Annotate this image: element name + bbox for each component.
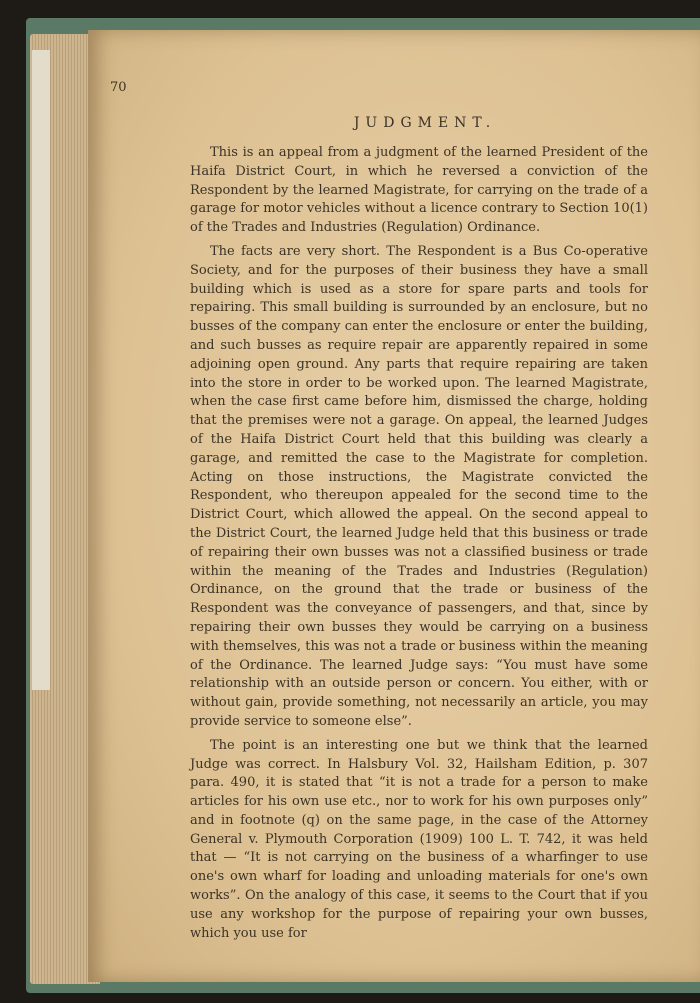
page-number: 70 — [110, 80, 127, 95]
body-text — [190, 144, 648, 948]
paragraph-2: The facts are very short. The Respondent is a Bus Co-operative Society, and for the purposes of their business they have a small building which is used as a store for spare parts and tools for repairing. This small building is surrounded by an enclosure, but no busses of the company can enter the enclosure or enter the building, and such busses as require repair are apparently repaired in some adjoining open ground. Any parts that require repairing are taken into the store in order to be worked upon. The learned Magistrate, when the case first came before him, dismissed the charge, holding that the premises were not a garage. On appeal, the learned Judges of the Haifa District Court held that this building was clearly a garage, and remitted the case to the Magistrate for completion. Acting on those instructions, the Magistrate convicted the Respondent, who thereupon appealed for the second time to the District Court, which allowed the appeal. On the second appeal to the District Court, the learned Judge held that this business or trade of repairing their own busses was not a classified business or trade within the meaning of the Trades and Industries (Regulation) Ordinance, on the ground that the trade or business of the Respondent was the conveyance of passengers, and that, since by repairing their own busses they would be carrying on a business with themselves, this was not a trade or business within the meaning of the Ordinance. The learned Judge says: “You must have some relationship with an outside person or concern. You either, with or without gain, provide something, not necessarily an article, you may provide service to someone else”. — [190, 243, 648, 729]
page-heading: JUDGMENT. — [353, 115, 497, 131]
page-strip — [32, 50, 50, 690]
paragraph-1: This is an appeal from a judgment of the learned President of the Haifa District Court, in which he reversed a conviction of the Respondent by the learned Magistrate, for carrying on the trade of a garage for motor vehicles without a licence contrary to Section 10(1) of the Trades and Industries (Regulation) Ordinance. — [190, 145, 648, 236]
paragraph-3: The point is an interesting one but we think that the learned Judge was correct. In Halsbury Vol. 32, Hailsham Edition, p. 307 para. 490, it is stated that “it is not a trade for a person to make articles for his own use etc., nor to work for his own purposes only” and in footnote (q) on the same page, in the case of the Attorney General v. Plymouth Corporation (1909) 100 L. T. 742, it was held that — “It is not carrying on the business of a wharfinger to use one's own wharf for loading and unloading materials for one's own works”. On the analogy of this case, it seems to the Court that if you use any workshop for the purpose of repairing your own busses, which you use for — [190, 737, 648, 941]
